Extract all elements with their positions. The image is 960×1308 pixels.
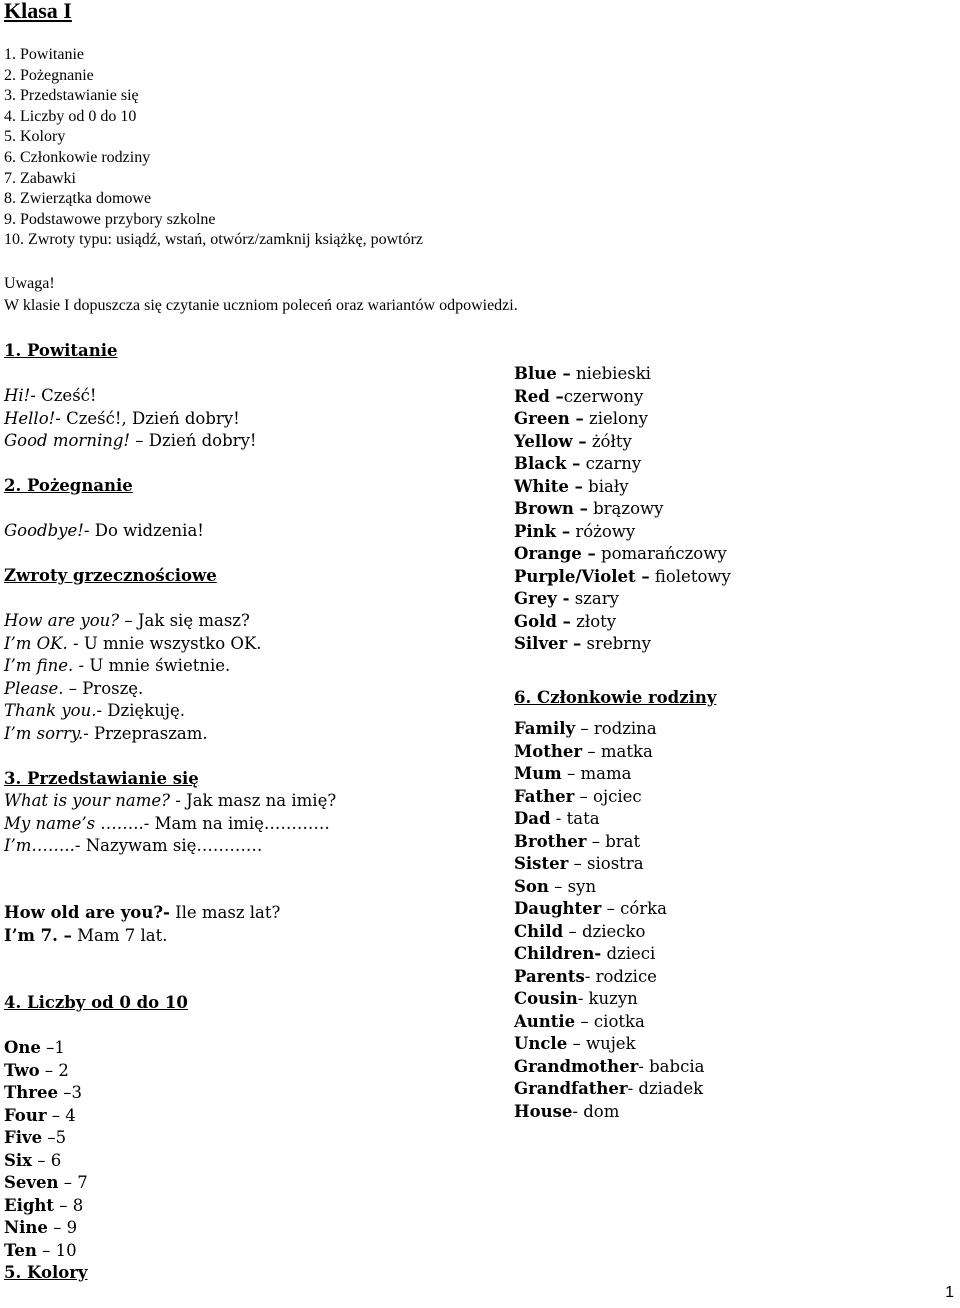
note-text: W klasie I dopuszcza się czytanie uczniom poleceń oraz wariantów odpowiedzi. (4, 297, 518, 314)
english-word: Five (4, 1128, 43, 1147)
color-item (514, 454, 641, 473)
number-item (4, 1083, 82, 1102)
polish-word: czerwony (563, 386, 644, 406)
toc-item: 7. Zabawki (4, 169, 76, 187)
family-item (514, 1102, 619, 1121)
english-word: Two (4, 1060, 40, 1080)
polish-phrase: – Jak się masz? (119, 611, 250, 630)
english-word: Brother (514, 831, 587, 851)
family-item (514, 922, 645, 941)
phrase-line (4, 386, 97, 405)
number-item (4, 1128, 66, 1147)
polish-word: fioletowy (649, 566, 731, 586)
polish-word: – dziecko (563, 921, 646, 941)
english-word: Mother (514, 741, 583, 761)
english-phrase: Good morning! (4, 431, 131, 450)
phrase-line (4, 836, 262, 855)
family-item (514, 854, 644, 873)
polish-phrase: - Nazywam się………… (74, 836, 263, 855)
color-item (514, 589, 619, 608)
family-item (514, 967, 657, 986)
phrase-line (4, 634, 262, 653)
english-word: Blue – (514, 364, 571, 383)
color-item (514, 477, 629, 496)
polish-word: - dziadek (627, 1079, 704, 1098)
phrase-line (4, 903, 280, 922)
color-item (514, 387, 643, 406)
color-item (514, 544, 727, 563)
english-word: One (4, 1038, 41, 1057)
english-word: Children- (514, 944, 602, 963)
family-item (514, 719, 657, 738)
family-item (514, 944, 655, 963)
toc-item: 2. Pożegnanie (4, 66, 94, 84)
english-word: Yellow – (514, 431, 587, 451)
english-word: Brown – (514, 499, 588, 518)
section-heading-rodzina: 6. Członkowie rodziny (514, 688, 717, 707)
english-word: Nine (4, 1218, 48, 1237)
english-phrase: I’m OK. (4, 633, 68, 653)
polish-word: – 10 (36, 1240, 77, 1260)
toc-item: 1. Powitanie (4, 46, 84, 63)
english-phrase: Goodbye! (4, 521, 84, 540)
phrase-line (4, 431, 257, 450)
english-phrase: What is your name? (4, 791, 171, 810)
number-item (4, 1061, 69, 1080)
polish-word: – ciotka (575, 1011, 645, 1031)
family-item (514, 1057, 704, 1076)
polish-phrase: Mam 7 lat. (71, 926, 168, 945)
toc-item: 5. Kolory (4, 128, 66, 146)
phrase-line (4, 724, 208, 743)
polish-word: –1 (40, 1038, 65, 1057)
english-word: Red – (514, 386, 564, 406)
english-word: Grey - (514, 589, 570, 608)
phrase-line (4, 521, 204, 540)
english-word: Father (514, 786, 575, 806)
polish-word: – mama (561, 764, 632, 783)
english-word: White – (514, 476, 583, 496)
english-phrase: Hi! (4, 386, 31, 405)
toc-item: 8. Zwierzątka domowe (4, 190, 152, 208)
polish-word: - rodzice (584, 966, 657, 986)
section-heading-kolory: 5. Kolory (4, 1263, 88, 1282)
section-heading-zwroty: Zwroty grzecznościowe (4, 566, 217, 585)
english-word: Parents (514, 966, 585, 986)
polish-word: – matka (582, 741, 653, 761)
note-heading: Uwaga! (4, 275, 55, 292)
polish-word: biały (582, 476, 629, 496)
number-item (4, 1218, 77, 1237)
polish-word: – 9 (47, 1218, 78, 1237)
polish-word: - babcia (638, 1056, 705, 1076)
polish-word: – 2 (39, 1060, 69, 1080)
polish-phrase: - U mnie wszystko OK. (67, 633, 262, 653)
english-phrase: I’m sorry. (4, 723, 84, 743)
toc-item: 3. Przedstawianie się (4, 87, 139, 105)
english-phrase: How old are you?- (4, 903, 170, 922)
english-word: Family (514, 719, 576, 738)
number-item (4, 1196, 83, 1215)
section-heading-liczby: 4. Liczby od 0 do 10 (4, 993, 188, 1012)
family-item (514, 1034, 636, 1053)
toc-item: 10. Zwroty typu: usiądź, wstań, otwórz/zamknij książkę, powtórz (4, 231, 424, 249)
english-phrase: Thank you. (4, 701, 97, 720)
polish-word: – 7 (58, 1173, 88, 1192)
english-phrase: I’m 7. – (4, 926, 72, 945)
polish-word: żółty (586, 431, 632, 451)
phrase-line (4, 656, 230, 675)
color-item (514, 522, 635, 541)
english-word: Black – (514, 454, 581, 473)
polish-word: złoty (570, 611, 617, 631)
polish-word: srebrny (581, 634, 651, 653)
polish-phrase: – Dzień dobry! (130, 431, 257, 450)
english-word: Gold – (514, 611, 571, 631)
polish-word: szary (569, 589, 619, 608)
color-item (514, 432, 632, 451)
english-word: Orange – (514, 544, 596, 563)
polish-phrase: - Cześć!, Dzień dobry! (55, 408, 240, 428)
polish-phrase: - Przepraszam. (83, 723, 208, 743)
english-word: Sister (514, 854, 569, 873)
english-word: Silver – (514, 634, 582, 653)
polish-word: czarny (580, 454, 642, 473)
family-item (514, 989, 638, 1008)
polish-word: –3 (57, 1083, 82, 1102)
family-item (514, 742, 653, 761)
polish-phrase: - U mnie świetnie. (73, 656, 231, 675)
polish-phrase: - Jak masz na imię? (170, 791, 337, 810)
family-item (514, 809, 600, 828)
number-item (4, 1241, 77, 1260)
english-word: Seven (4, 1173, 59, 1192)
english-word: Dad (514, 809, 551, 828)
english-phrase: Please. (4, 678, 64, 698)
english-word: Daughter (514, 899, 602, 918)
english-word: Eight (4, 1195, 54, 1215)
polish-word: – 6 (32, 1150, 62, 1170)
color-item (514, 567, 731, 586)
polish-word: - dom (572, 1101, 620, 1121)
polish-word: –5 (42, 1128, 67, 1147)
english-word: Grandfather (514, 1079, 628, 1098)
english-word: Child (514, 921, 564, 941)
polish-word: - tata (550, 809, 600, 828)
color-item (514, 364, 651, 383)
toc-item: 9. Podstawowe przybory szkolne (4, 210, 216, 228)
polish-word: – 8 (54, 1195, 84, 1215)
english-word: Son (514, 876, 549, 896)
phrase-line (4, 791, 336, 810)
polish-phrase: - Dziękuję. (96, 701, 186, 720)
family-item (514, 877, 596, 896)
color-item (514, 612, 616, 631)
polish-word: dzieci (601, 944, 656, 963)
table-of-contents (4, 45, 423, 251)
polish-word: – siostra (568, 854, 644, 873)
english-phrase: My name’s …….. (4, 813, 144, 833)
section-heading-przedstawianie: 3. Przedstawianie się (4, 769, 199, 788)
english-word: Purple/Violet – (514, 566, 650, 586)
toc-item: 4. Liczby od 0 do 10 (4, 107, 137, 125)
polish-word: brązowy (587, 499, 664, 518)
english-word: Ten (4, 1240, 37, 1260)
number-item (4, 1151, 61, 1170)
phrase-line (4, 701, 185, 720)
polish-phrase: – Proszę. (63, 678, 144, 698)
section-heading-powitanie: 1. Powitanie (4, 341, 118, 360)
polish-phrase: - Do widzenia! (83, 521, 204, 540)
page-title: Klasa I (4, 0, 72, 23)
color-item (514, 499, 663, 518)
family-item (514, 1012, 645, 1031)
english-word: House (514, 1101, 573, 1121)
polish-word: - kuzyn (577, 989, 638, 1008)
english-word: Cousin (514, 989, 578, 1008)
english-word: Green – (514, 409, 584, 428)
polish-word: – ojciec (574, 786, 642, 806)
polish-word: – syn (548, 876, 597, 896)
polish-word: – 4 (46, 1105, 76, 1125)
color-item (514, 409, 648, 428)
english-word: Uncle (514, 1034, 568, 1053)
english-phrase: Hello! (4, 408, 56, 428)
english-word: Mum (514, 764, 562, 783)
toc-item: 6. Członkowie rodziny (4, 148, 151, 166)
family-item (514, 787, 642, 806)
english-phrase: I’m fine. (4, 656, 74, 675)
english-word: Grandmother (514, 1056, 639, 1076)
english-word: Six (4, 1150, 33, 1170)
english-phrase: I’m…….. (4, 836, 75, 855)
polish-word: pomarańczowy (595, 544, 727, 563)
polish-phrase: Ile masz lat? (169, 903, 281, 922)
phrase-line (4, 409, 240, 428)
english-phrase: How are you? (4, 611, 120, 630)
number-item (4, 1173, 88, 1192)
polish-word: – wujek (567, 1034, 636, 1053)
phrase-line (4, 679, 143, 698)
polish-word: zielony (583, 409, 648, 428)
english-word: Three (4, 1083, 58, 1102)
polish-word: – córka (601, 899, 667, 918)
phrase-line (4, 814, 330, 833)
phrase-line (4, 926, 168, 945)
number-item (4, 1106, 76, 1125)
page-number: 1 (945, 1284, 954, 1301)
number-item (4, 1038, 65, 1057)
family-item (514, 764, 631, 783)
phrase-line (4, 611, 250, 630)
section-heading-pozegnanie: 2. Pożegnanie (4, 476, 133, 495)
english-word: Pink – (514, 521, 571, 541)
polish-word: niebieski (570, 364, 651, 383)
polish-word: różowy (570, 521, 636, 541)
family-item (514, 1079, 703, 1098)
color-item (514, 634, 651, 653)
note-block (4, 273, 518, 317)
english-word: Four (4, 1105, 47, 1125)
english-word: Auntie (514, 1011, 576, 1031)
polish-word: – brat (586, 831, 641, 851)
polish-phrase: - Cześć! (30, 386, 97, 405)
family-item (514, 832, 640, 851)
polish-phrase: - Mam na imię………… (143, 813, 330, 833)
polish-word: – rodzina (575, 719, 657, 738)
family-item (514, 899, 667, 918)
